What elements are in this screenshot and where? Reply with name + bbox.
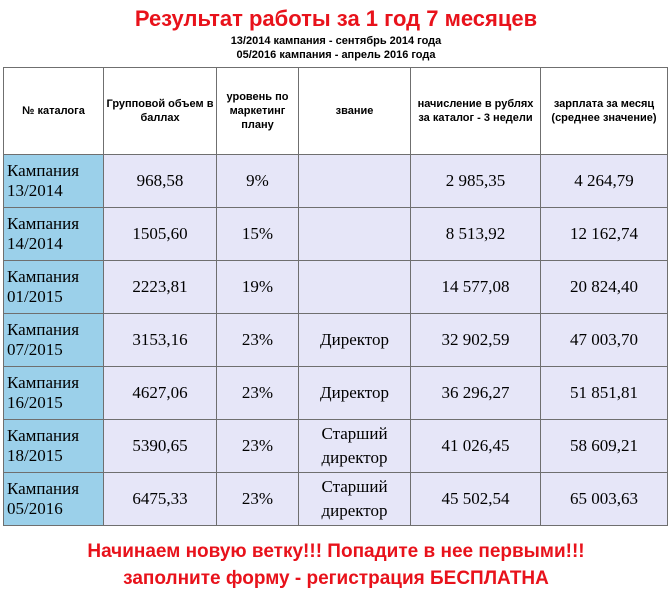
table-row bbox=[4, 367, 668, 420]
cell-accrual: 32 902,59 bbox=[411, 314, 541, 367]
cell-salary: 12 162,74 bbox=[541, 208, 668, 261]
cell-campaign: Кампания 18/2015 bbox=[4, 420, 104, 473]
cell-campaign: Кампания 14/2014 bbox=[4, 208, 104, 261]
cell-salary: 65 003,63 bbox=[541, 473, 668, 526]
header-group-volume: Групповой объем в баллах bbox=[104, 68, 217, 155]
cell-rank bbox=[299, 261, 411, 314]
cell-accrual: 41 026,45 bbox=[411, 420, 541, 473]
cell-level: 23% bbox=[217, 314, 299, 367]
subtitle-start-campaign: 13/2014 кампания - сентябрь 2014 года bbox=[230, 35, 442, 47]
call-to-action-text: Начинаем новую ветку!!! Попадите в нее первыми!!! bbox=[87, 541, 585, 562]
cell-volume: 2223,81 bbox=[104, 261, 217, 314]
cell-campaign: Кампания 05/2016 bbox=[4, 473, 104, 526]
cell-rank bbox=[299, 208, 411, 261]
table-row bbox=[4, 208, 668, 261]
cell-accrual: 45 502,54 bbox=[411, 473, 541, 526]
cell-accrual: 8 513,92 bbox=[411, 208, 541, 261]
table-header-row bbox=[4, 68, 668, 155]
cell-rank: Старший директор bbox=[299, 473, 411, 526]
cell-salary: 4 264,79 bbox=[541, 155, 668, 208]
header-monthly-salary: зарплата за месяц (среднее значение) bbox=[541, 68, 668, 155]
table-row bbox=[4, 261, 668, 314]
table-row bbox=[4, 314, 668, 367]
cell-level: 23% bbox=[217, 367, 299, 420]
cell-rank: Директор bbox=[299, 367, 411, 420]
cell-campaign: Кампания 13/2014 bbox=[4, 155, 104, 208]
cell-volume: 1505,60 bbox=[104, 208, 217, 261]
cell-volume: 968,58 bbox=[104, 155, 217, 208]
header-catalog-number: № каталога bbox=[4, 68, 104, 155]
cell-level: 23% bbox=[217, 420, 299, 473]
results-table bbox=[3, 67, 668, 526]
table-row bbox=[4, 420, 668, 473]
cell-rank bbox=[299, 155, 411, 208]
cell-salary: 51 851,81 bbox=[541, 367, 668, 420]
header-accrual: начисление в рублях за каталог - 3 недели bbox=[411, 68, 541, 155]
cell-volume: 4627,06 bbox=[104, 367, 217, 420]
cell-campaign: Кампания 01/2015 bbox=[4, 261, 104, 314]
cell-volume: 5390,65 bbox=[104, 420, 217, 473]
cell-accrual: 14 577,08 bbox=[411, 261, 541, 314]
cell-level: 19% bbox=[217, 261, 299, 314]
table-row bbox=[4, 155, 668, 208]
cell-salary: 20 824,40 bbox=[541, 261, 668, 314]
cell-salary: 47 003,70 bbox=[541, 314, 668, 367]
header-marketing-level: уровень по маркетинг плану bbox=[217, 68, 299, 155]
cell-level: 15% bbox=[217, 208, 299, 261]
cell-level: 9% bbox=[217, 155, 299, 208]
registration-note: заполните форму - регистрация БЕСПЛАТНА bbox=[123, 568, 549, 589]
cell-campaign: Кампания 16/2015 bbox=[4, 367, 104, 420]
cell-level: 23% bbox=[217, 473, 299, 526]
cell-campaign: Кампания 07/2015 bbox=[4, 314, 104, 367]
cell-salary: 58 609,21 bbox=[541, 420, 668, 473]
cell-accrual: 2 985,35 bbox=[411, 155, 541, 208]
cell-accrual: 36 296,27 bbox=[411, 367, 541, 420]
cell-volume: 6475,33 bbox=[104, 473, 217, 526]
cell-volume: 3153,16 bbox=[104, 314, 217, 367]
page-title: Результат работы за 1 год 7 месяцев bbox=[134, 6, 538, 31]
header-rank: звание bbox=[299, 68, 411, 155]
table-row bbox=[4, 473, 668, 526]
subtitle-end-campaign: 05/2016 кампания - апрель 2016 года bbox=[236, 49, 436, 61]
cell-rank: Старший директор bbox=[299, 420, 411, 473]
cell-rank: Директор bbox=[299, 314, 411, 367]
